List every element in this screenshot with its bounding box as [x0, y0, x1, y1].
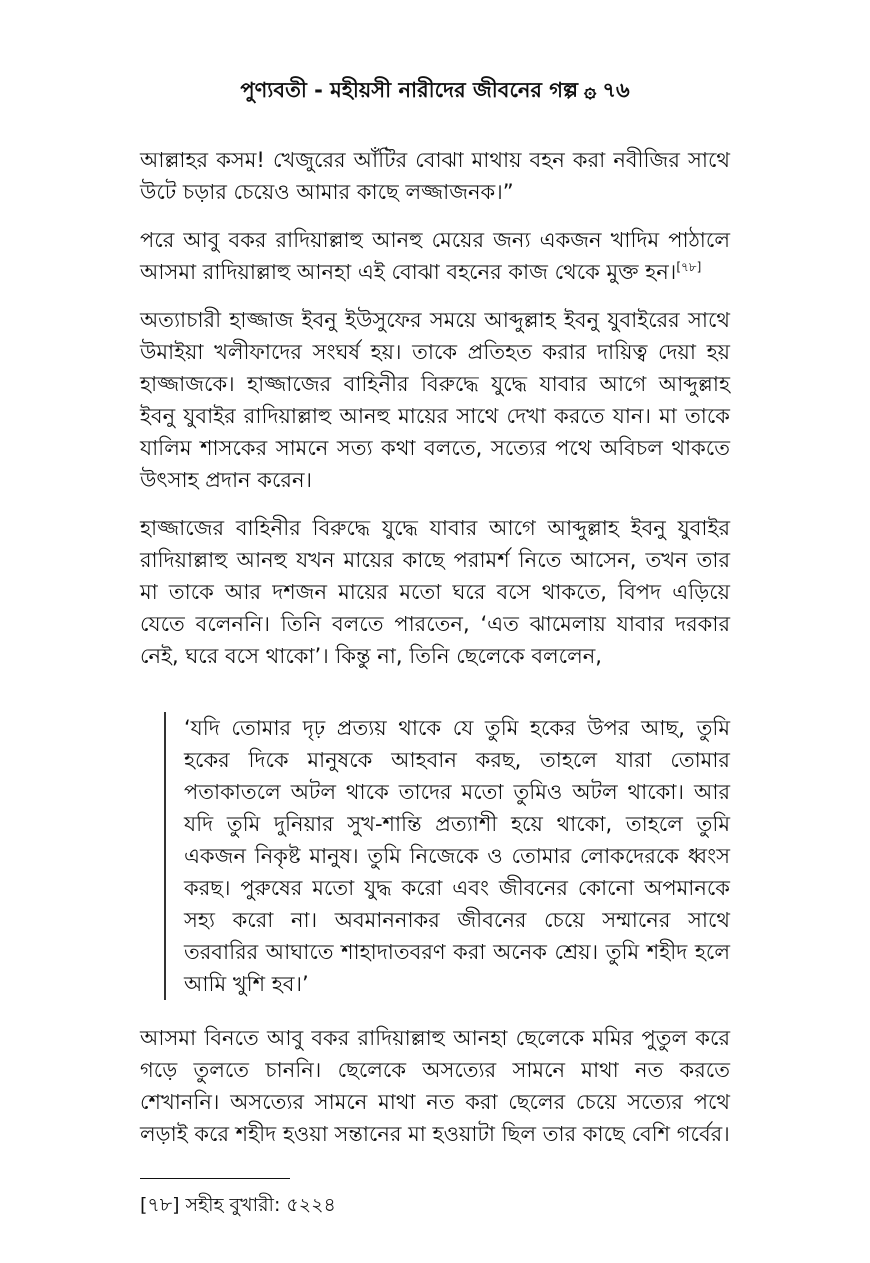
- footnote-reference[interactable]: [৭৮]: [676, 260, 702, 274]
- footnote: [৭৮] সহীহ বুখারী: ৫২২৪: [140, 1194, 336, 1216]
- paragraph-1: আল্লাহর কসম! খেজুরের আঁটির বোঝা মাথায় বহন করা নবীজির সাথে উটে চড়ার চেয়েও আমার কাছে লজ্জাজনক।”: [140, 148, 730, 204]
- footnote-divider: [140, 1178, 290, 1179]
- page-number: ৭৬: [602, 78, 630, 102]
- page-body: [140, 144, 730, 1166]
- closing-paragraph: আসমা বিনতে আবু বকর রাদিয়াল্লাহু আনহা ছেলেকে মমির পুতুল করে গড়ে তুলতে চাননি। ছেলেকে অসত্যের সামনে মাথা নত করতে শেখাননি। অসত্যের সামনে মাথা নত করা ছেলের চেয়ে সত্যের পথে লড়াই করে শহীদ হওয়া সন্তানের মা হওয়াটা ছিল তার কাছে বেশি গর্বের।: [140, 1026, 730, 1146]
- paragraph-2: [140, 224, 730, 288]
- book-title: পুণ্যবতী - মহীয়সী নারীদের জীবনের গল্প: [240, 78, 579, 102]
- running-header: [0, 76, 870, 104]
- paragraph-2-text: পরে আবু বকর রাদিয়াল্লাহু আনহু মেয়ের জন্য একজন খাদিম পাঠালে আসমা রাদিয়াল্লাহু আনহা এই বোঝা বহনের কাজ থেকে মুক্ত হন।: [140, 228, 730, 284]
- ornament-separator-icon: ۞: [584, 78, 597, 102]
- paragraph-4: হাজ্জাজের বাহিনীর বিরুদ্ধে যুদ্ধে যাবার আগে আব্দুল্লাহ ইবনু যুবাইর রাদিয়াল্লাহু আনহু যখন মায়ের কাছে পরামর্শ নিতে আসেন, তখন তার মা তাকে আর দশজন মায়ের মতো ঘরে বসে থাকতে, বিপদ এড়িয়ে যেতে বলেননি। তিনি বলতে পারতেন, ‘এত ঝামেলায় যাবার দরকার নেই, ঘরে বসে থাকো’। কিন্তু না, তিনি ছেলেকে বললেন,: [140, 516, 730, 668]
- block-quote: [164, 712, 730, 1000]
- paragraph-3: অত্যাচারী হাজ্জাজ ইবনু ইউসুফের সময়ে আব্দুল্লাহ ইবনু যুবাইরের সাথে উমাইয়া খলীফাদের সংঘর্ষ হয়। তাকে প্রতিহত করার দায়িত্ব দেয়া হয় হাজ্জাজকে। হাজ্জাজের বাহিনীর বিরুদ্ধে যুদ্ধে যাবার আগে আব্দুল্লাহ ইবনু যুবাইর রাদিয়াল্লাহু আনহু মায়ের সাথে দেখা করতে যান। মা তাকে যালিম শাসকের সামনে সত্য কথা বলতে, সত্যের পথে অবিচল থাকতে উৎসাহ প্রদান করেন।: [140, 308, 730, 492]
- quote-text: ‘যদি তোমার দৃঢ় প্রত্যয় থাকে যে তুমি হকের উপর আছ, তুমি হকের দিকে মানুষকে আহবান করছ, তাহলে যারা তোমার পতাকাতলে অটল থাকে তাদের মতো তুমিও অটল থাকো। আর যদি তুমি দুনিয়ার সুখ-শান্তি প্রত্যাশী হয়ে থাকো, তাহলে তুমি একজন নিকৃষ্ট মানুষ। তুমি নিজেকে ও তোমার লোকদেরকে ধ্বংস করছ। পুরুষের মতো যুদ্ধ করো এবং জীবনের কোনো অপমানকে সহ্য করো না। অবমাননাকর জীবনের চেয়ে সম্মানের সাথে তরবারির আঘাতে শাহাদাতবরণ করা অনেক শ্রেয়। তুমি শহীদ হলে আমি খুশি হব।’: [184, 716, 730, 996]
